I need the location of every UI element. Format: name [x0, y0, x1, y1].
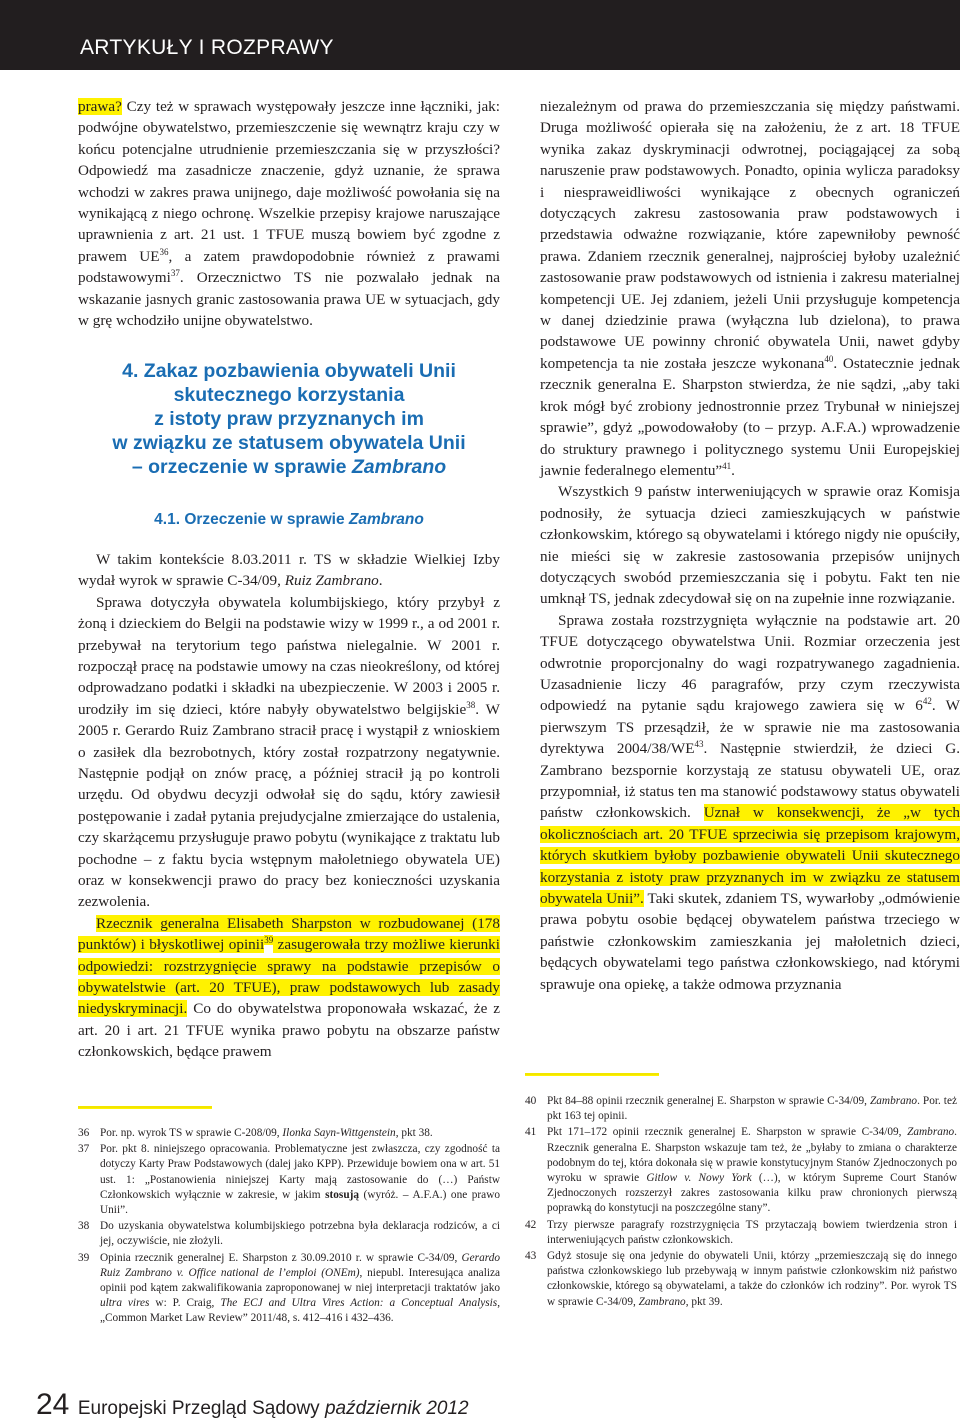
text: . W 2005 r. Gerardo Ruiz Zambrano stracił pracę i wystąpił z wnioskiem o zasiłek dla bezrobotnych, który został rozpatrzony negatywnie. Następnie podjął on znów pracę, a później stracił ją po kontroli urzędu. Od obydwu decyzji odwołał się do sądu, który zawiesił postępowanie i zadał pytania prejudycjalne zmierzające do ustalenia, czy skarżącemu przysługuje prawo pobytu (wynikające z traktatu lub pochodne – z faktu bycia wstępnym małoletniego obywatela UE) oraz w konsekwencji prawo do pracy bez konieczności uzyskania zezwolenia. — [78, 700, 500, 911]
text: Sprawa dotyczyła obywatela kolumbijskiego, który przybył z żoną i dzieckiem do Belgii na podstawie wizy w 1999 r., a od 2001 r. przebywał na terytorium tego państwa nielegalnie. W 2001 r. rozpoczął pracę na podstawie umowy na czas nieokreślony, od której odprowadzano podatki i składki na ubezpieczenie. W 2003 i 2005 r. urodziły im się dzieci, które nabyły obywatelstwo belgijskie — [78, 593, 500, 718]
footnote-ref: 43 — [694, 739, 704, 750]
footnote-text: w: P. Craig, — [149, 1297, 221, 1310]
footnote-text: Opinia rzecznik generalnej E. Sharpston z 30.09.2010 r. w sprawie C-34/09, — [100, 1251, 462, 1264]
footnote — [78, 1219, 500, 1249]
footnote-text: Gerardo Ruiz Zambrano v. Office national de l’emploi (ONEm) — [100, 1251, 500, 1279]
footnote-text: The ECJ and Ultra Vires Action: a Conceptual Analysis — [220, 1297, 498, 1310]
section-label: ARTYKUŁY I ROZPRAWY — [80, 36, 334, 59]
text: – orzeczenie w sprawie — [131, 456, 352, 479]
title-line: 4. Zakaz pozbawienia obywateli Unii — [122, 360, 456, 383]
footnote-number: 41 — [525, 1126, 537, 1139]
text: Wszystkich 9 państw interweniujących w sprawie oraz Komisja podnosiły, że sytuacja dzieci zamieszkujących w państwie członkowskim, którego są obywatelami i którego nigdy nie opuściły, nie mieści się w zakresie zastosowania przepisów unijnych dotyczących swobód przemieszczania się i pobytu. Fakt ten nie umknął TS, jednak zdecydował się on na zupełnie inne rozwiązanie. — [540, 483, 960, 608]
paragraph — [78, 96, 500, 331]
footnote — [525, 1094, 957, 1124]
footnote-text: Zambrano — [870, 1095, 918, 1107]
highlight: Uznał w konsekwencji, że „w tych okolicznościach art. 20 TFUE sprzeciwia się przepisom krajowym, których skutkiem byłoby pozbawienie obywateli Unii skutecznego korzystania z istoty praw przyznanych im w związku ze statusem obywatela Unii”. — [540, 804, 960, 908]
footnote — [78, 1142, 500, 1218]
footnote-ref: 38 — [466, 699, 476, 710]
text: . Następnie stwierdził, że dzieci G. Zambrano bezspornie korzystają ze statusu obywateli UE, oraz przypomniał, iż status ten ma stanowić podstawowy status obywateli państw członkowskich. — [540, 740, 960, 822]
page-footer — [36, 1388, 469, 1422]
paragraph — [540, 610, 960, 995]
footnote-text: Por. pkt 8. niniejszego opracowania. Problematyczne jest zwłaszcza, czy zgodność ta dotyczy Karty Praw Podstawowych (dalej jako KPP). Przewiduje bowiem ona w art. 51 ust. 1: „Postanowienia niniejszej Karty mają zastosowanie do (…) Państw Członkowskich wyłącznie w zakresie, w jakim — [100, 1143, 500, 1201]
footnote — [525, 1218, 957, 1248]
section-title — [78, 359, 500, 479]
footnote-ref: 40 — [824, 353, 834, 364]
footnote-number: 43 — [525, 1250, 537, 1263]
text: Europejski Przegląd Sądowy — [77, 1398, 320, 1419]
footnotes-right — [525, 1094, 957, 1311]
footnote-text: . Por. też pkt 163 tej opinii. — [547, 1095, 957, 1123]
footnote-number: 38 — [78, 1220, 90, 1233]
issue-date: październik 2012 — [324, 1398, 469, 1419]
footnote-text: , niepubl. Interesująca analiza opinii pod kątem zakwalifikowania zaproponowanej w niej interpretacji traktatów jako — [100, 1266, 500, 1295]
text: Zambrano — [351, 456, 447, 479]
footnote-text: Pkt 84–88 opinii rzecznik generalnej E. Sharpston w sprawie C-34/09, — [547, 1095, 870, 1107]
left-column — [78, 96, 500, 1063]
footnote-ref: 41 — [722, 460, 732, 471]
footnote-text: Ilonka Sayn-Wittgenstein — [282, 1127, 396, 1139]
footnote-number: 39 — [78, 1251, 90, 1264]
footnote-text: , pkt 38. — [395, 1127, 433, 1139]
text: 4.1. Orzeczenie w sprawie — [154, 511, 349, 529]
footnote — [78, 1126, 500, 1141]
journal-name — [78, 1398, 469, 1419]
text: . W pierwszym TS przesądził, że w sprawie nie ma zastosowania dyrektywa 2004/38/WE — [540, 697, 960, 758]
footnote-number: 36 — [78, 1127, 90, 1139]
paragraph — [540, 96, 960, 481]
text: Sprawa została rozstrzygnięta wyłącznie na podstawie art. 20 TFUE dotyczącego obywatelstwa Unii. Rozmiar orzeczenia jest odwrotnie proporcjonalny do wagi rozpatrywanego zagadnienia. Uzasadnienie liczy 46 paragrafów, przy czym rzeczywista odpowiedź na pytanie sądu krajowego zawiera się w 6 — [540, 611, 960, 715]
text: , a zatem prawdopodobnie również z prawami podstawowymi — [78, 247, 500, 287]
text: . — [731, 461, 735, 479]
text: . Orzecznictwo TS nie pozwalało jednak na wskazanie jasnych granic zastosowania prawa UE w sytuacjach, gdy w grę wchodziło unijne obywatelstwo. — [78, 269, 500, 330]
text: Czy też w sprawach występowały jeszcze inne łączniki, jak: podwójne obywatelstwo, przemieszczenie się wewnątrz kraju czy w końcu potencjalne utrudnienie przemieszczania się w przyszłości? Odpowiedź ma zasadnicze znaczenie, gdyż uznanie, że sprawa wchodzi w zakres prawa unijnego, daje możliwość powołania się na wynikającą z niego ochronę. Wszelkie przepisy krajowe naruszające uprawnienia z art. 21 ust. 1 TFUE muszą bowiem być zgodne z prawem UE — [78, 98, 500, 265]
footnote — [78, 1251, 500, 1327]
footnote-number: 40 — [525, 1095, 537, 1107]
footnote-text: (…), w którym Supreme Court Stanów Zjednoczonych rozszerzył zakres zastosowania kilku praw chronionych pierwszą poprawką do konstytucji na poszczególne stany”. — [547, 1172, 957, 1215]
paragraph — [78, 913, 500, 1063]
footnote-ref: 42 — [922, 696, 932, 707]
footnote-text: (wyróż. – A.F.A.) one prawo Unii”. — [100, 1188, 500, 1217]
footnote-rule — [525, 1073, 659, 1076]
highlight: zasugerowała trzy możliwe kierunki odpowiedzi: rozstrzygnięcie sprawy na podstawie przepisów o obywatelstwie (art. 20 TFUE), praw podstawowych lub zasady niedyskryminacji. — [78, 936, 500, 1018]
title-line: z istoty praw przyznanych im — [154, 408, 424, 431]
text: Ruiz Zambrano — [284, 572, 379, 590]
paragraph — [540, 481, 960, 609]
footnote-text: stosują — [325, 1188, 360, 1201]
subsection-title — [78, 509, 500, 530]
text: Zambrano — [348, 511, 424, 529]
highlight: prawa? — [78, 98, 122, 115]
footnote-text: Por. np. wyrok TS w sprawie C-208/09, — [100, 1127, 283, 1139]
title-line: w związku ze statusem obywatela Unii — [112, 432, 466, 455]
footnote-text: Gitlow v. Nowy York — [646, 1172, 752, 1185]
footnotes-left — [78, 1126, 500, 1328]
text: W takim kontekście 8.03.2011 r. TS w składzie Wielkiej Izby wydał wyrok w sprawie C-34/09, — [78, 550, 500, 590]
footnote-rule — [78, 1106, 212, 1109]
text: . — [378, 572, 383, 590]
text: niezależnym od prawa do przemieszczania się między państwami. Druga możliwość opierała się na założeniu, że z art. 18 TFUE wynika zakaz dyskryminacji odwrotnej, pociągającej za sobą naruszenie praw podstawowych. Ponadto, opinia wylicza paradoksy i niespraweidliwości wynikające z obecnych ograniczeń dotyczących zakresu zastosowania praw podstawowych i przedstawia odważne rozwiązanie, które zapewniłoby pewność prawa. Zdaniem rzecznik generalnej, najprościej byłoby uzależnić zastosowanie praw podstawowych od istnienia i zakresu materialnej kompetencji UE. Jej zdaniem, jeżeli Unii przysługuje kompetencja w danej dziedzinie prawa (wyłączna lub dzielona), to prawa podstawowe UE powinny chronić obywatela Unii, nawet gdyby kompetencja ta nie została jeszcze wykonana — [540, 98, 960, 372]
text: Co do obywatelstwa proponowała wskazać, że z art. 20 i art. 21 TFUE wynika prawo pobytu na obszarze państw członkowskich, będące prawem — [78, 1000, 500, 1061]
footnote-text: Trzy pierwsze paragrafy rozstrzygnięcia TS przytaczają bowiem twierdzenia stron i interweniujących państw członkowskich. — [547, 1218, 957, 1246]
footnote-text: Pkt 171–172 opinii rzecznik generalnej E. Sharpston w sprawie C-34/09, — [547, 1126, 908, 1139]
paragraph — [78, 549, 500, 592]
footnote-text: , pkt 39. — [685, 1295, 723, 1308]
footnote-ref: 37 — [170, 268, 180, 279]
text: . Ostatecznie jednak rzecznik generalna E. Sharpston stwierdza, że nie sądzi, „aby taki krok mógł być zrobiony jednostronnie przez Trybunał w niniejszej sprawie”, gdyż „powodowałoby (to – przyp. A.F.A.) wprowadzenie do struktury prawnego i politycznego systemu Unii Europejskiej jawnie federalnego elementu” — [540, 354, 960, 479]
footnote-text: Zambrano — [907, 1126, 955, 1139]
footnote-number: 37 — [78, 1143, 90, 1156]
text: Taki skutek, zdaniem TS, wywarłoby „odmówienie prawa pobytu osobie będącej obywatelem państwa trzeciego w państwie członkowskim zamieszkania jej małoletnich dzieci, będących obywatelami tego państwa członkowskiego, nad którymi sprawuje ona opiekę, a także odmowa przyznania — [540, 890, 960, 993]
footnote-number: 42 — [525, 1218, 537, 1231]
footnote-text: . Rzecznik generalna E. Sharpston wskazuje tam też, że „byłaby to zmiana o charakterze podobnym do tej, która dokonała się w prawie konstytucyjnym Stanów Zjednoczonych po wyroku w sprawie — [547, 1126, 957, 1185]
footnote-ref: 39 — [264, 935, 274, 946]
footnote-text: ultra vires — [100, 1297, 150, 1310]
footnote-text: Zambrano — [638, 1295, 686, 1308]
footnote-ref: 36 — [159, 246, 169, 257]
footnote-text: Do uzyskania obywatelstwa kolumbijskiego potrzebna była deklaracja rodziców, a ci jej, oczywiście, nie złożyli. — [100, 1220, 500, 1248]
page-number: 24 — [36, 1388, 70, 1421]
title-line — [78, 455, 500, 479]
right-column — [540, 96, 960, 995]
paragraph — [78, 592, 500, 913]
footnote — [525, 1249, 957, 1310]
highlight: Rzecznik generalna Elisabeth Sharpston w rozbudowanej (178 punktów) i błyskotliwej opinii — [78, 914, 500, 954]
footnote-text: , „Common Market Law Review” 2011/48, s. 412–416 i 432–436. — [100, 1297, 501, 1325]
footnote — [525, 1125, 957, 1216]
title-line: skutecznego korzystania — [173, 384, 405, 407]
footnote-text: Gdyż stosuje się ona jedynie do obywateli Unii, którzy „przemieszczają się do innego państwa członkowskiego lub przebywają w innym państwie członkowskim niż państwo członkowskie, którego są obywatelami, a także do członków ich rodziny”. Por. wyrok TS w sprawie C-34/09, — [547, 1250, 957, 1308]
